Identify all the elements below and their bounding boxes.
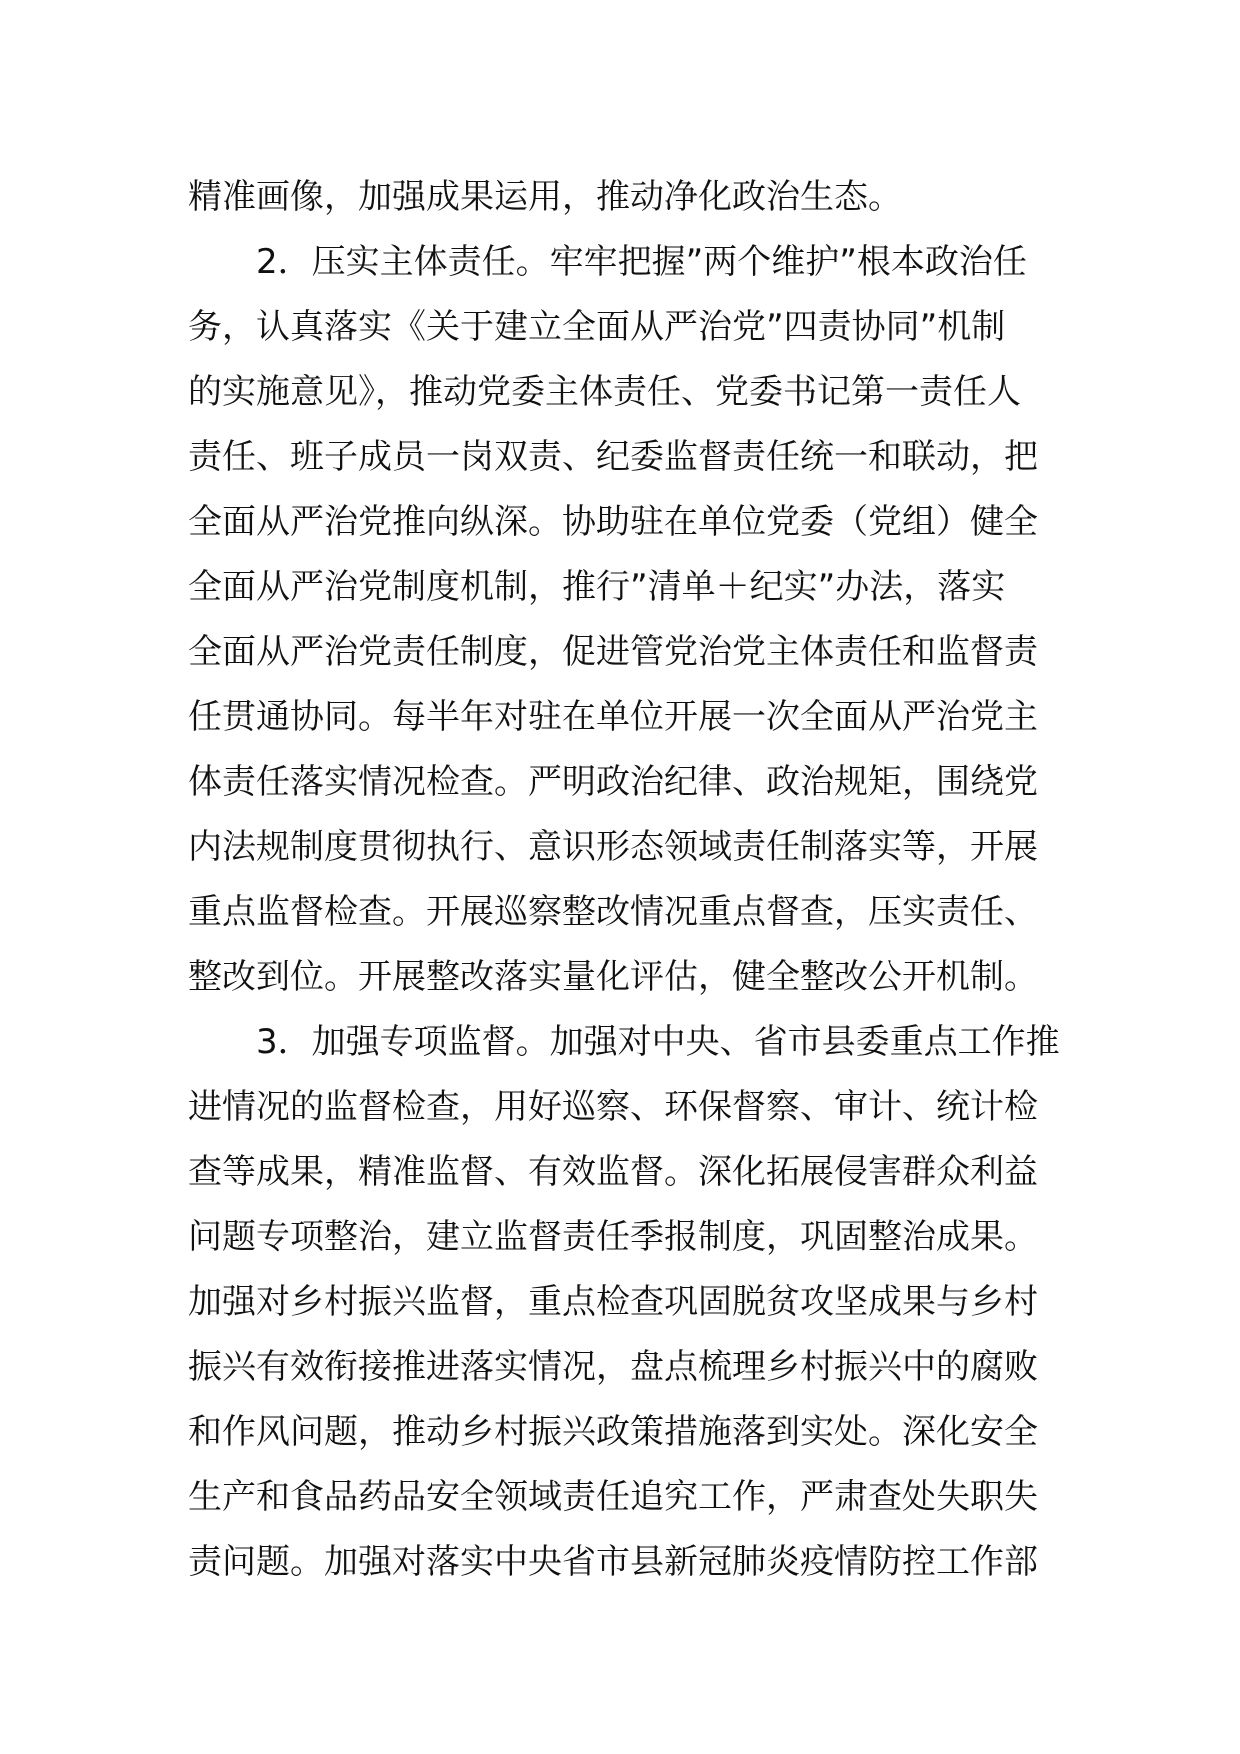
text-line: 任贯通协同。每半年对驻在单位开展一次全面从严治党主 <box>188 697 1038 737</box>
paragraph-3-first-line: 3．加强专项监督。加强对中央、省市县委重点工作推 <box>256 1022 1060 1062</box>
text-line: 加强对乡村振兴监督，重点检查巩固脱贫攻坚成果与乡村 <box>188 1282 1038 1322</box>
text-line: 重点监督检查。开展巡察整改情况重点督查，压实责任、 <box>188 892 1038 932</box>
text-line: 查等成果，精准监督、有效监督。深化拓展侵害群众利益 <box>188 1152 1038 1192</box>
text-line: 生产和食品药品安全领域责任追究工作，严肃查处失职失 <box>188 1477 1038 1517</box>
text-line: 全面从严治党推向纵深。协助驻在单位党委（党组）健全 <box>188 502 1038 542</box>
text-line: 全面从严治党制度机制，推行”清单＋纪实”办法，落实 <box>188 567 1006 607</box>
text-line: 问题专项整治，建立监督责任季报制度，巩固整治成果。 <box>188 1217 1038 1257</box>
text-line: 进情况的监督检查，用好巡察、环保督察、审计、统计检 <box>188 1087 1038 1127</box>
text-line: 务，认真落实《关于建立全面从严治党”四责协同”机制 <box>188 307 1006 347</box>
text-line: 内法规制度贯彻执行、意识形态领域责任制落实等，开展 <box>188 827 1038 867</box>
paragraph-2-first-line: 2．压实主体责任。牢牢把握”两个维护”根本政治任 <box>256 242 1027 282</box>
text-line: 精准画像，加强成果运用，推动净化政治生态。 <box>188 177 902 217</box>
text-line: 和作风问题，推动乡村振兴政策措施落到实处。深化安全 <box>188 1412 1038 1452</box>
text-line: 体责任落实情况检查。严明政治纪律、政治规矩，围绕党 <box>188 762 1038 802</box>
text-line: 全面从严治党责任制度，促进管党治党主体责任和监督责 <box>188 632 1038 672</box>
text-line: 责任、班子成员一岗双责、纪委监督责任统一和联动，把 <box>188 437 1038 477</box>
text-line: 的实施意见》，推动党委主体责任、党委书记第一责任人 <box>188 372 1021 412</box>
document-body <box>188 165 1058 1595</box>
text-line: 整改到位。开展整改落实量化评估，健全整改公开机制。 <box>188 957 1038 997</box>
text-line: 振兴有效衔接推进落实情况，盘点梳理乡村振兴中的腐败 <box>188 1347 1038 1387</box>
text-line: 责问题。加强对落实中央省市县新冠肺炎疫情防控工作部 <box>188 1542 1038 1582</box>
